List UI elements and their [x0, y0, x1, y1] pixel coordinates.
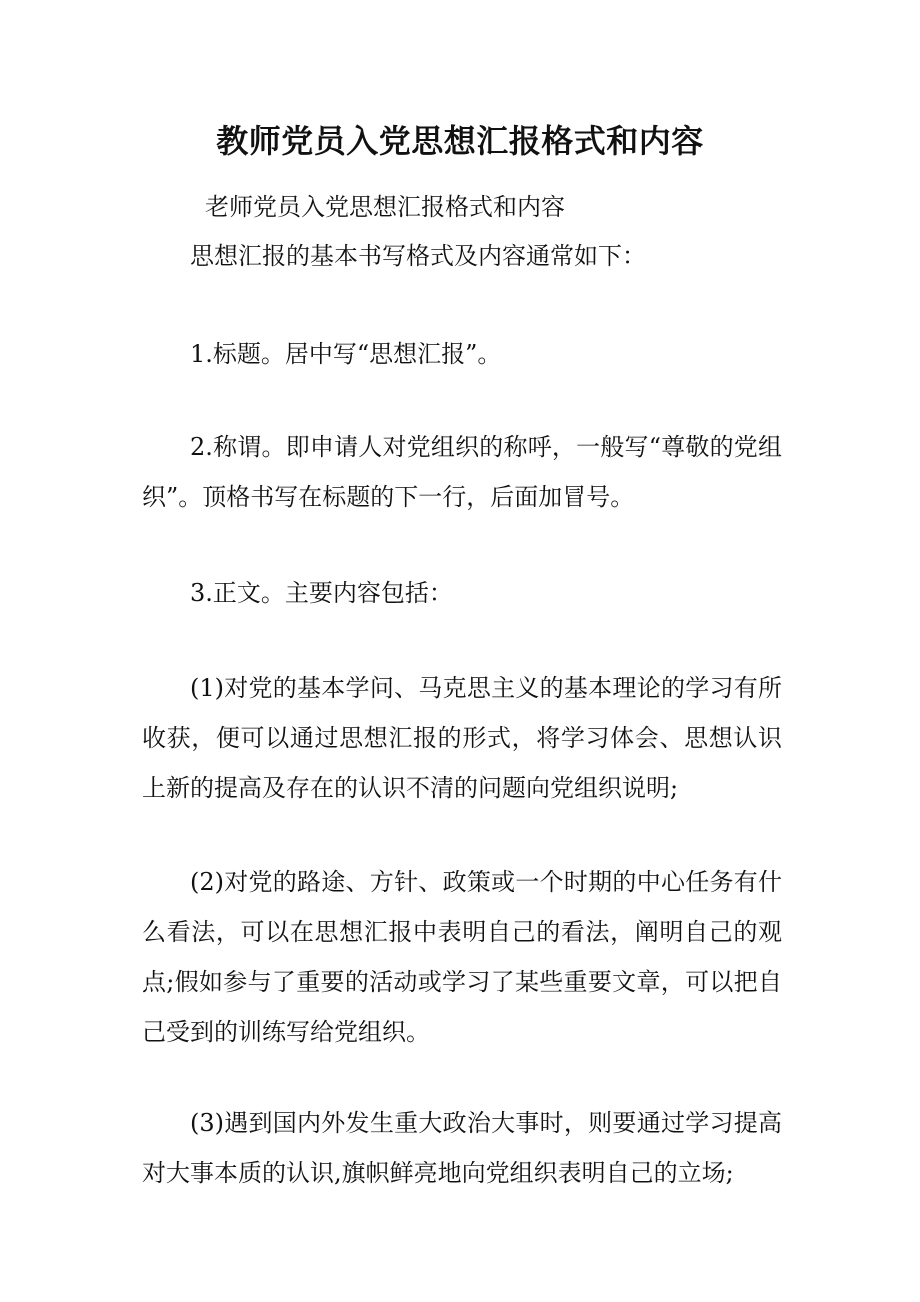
document-title: 教师党员入党思想汇报格式和内容: [216, 122, 704, 160]
paragraph-body-heading: 3.正文。主要内容包括：: [190, 579, 453, 607]
paragraph-item-3: (3)遇到国内外发生重大政治大事时，则要通过学习提高对大事本质的认识,旗帜鲜亮地向党组织表明自己的立场;: [142, 1109, 782, 1187]
paragraph-item-2: (2)对党的路途、方针、政策或一个时期的中心任务有什么看法，可以在思想汇报中表明自己的看法，阐明自己的观点;假如参与了重要的活动或学习了某些重要文章，可以把自己受到的训练写给党组织。: [142, 868, 782, 1046]
document-subtitle: 老师党员入党思想汇报格式和内容: [205, 193, 565, 221]
intro-paragraph: 思想汇报的基本书写格式及内容通常如下：: [190, 242, 646, 270]
paragraph-title-format: 1.标题。居中写“思想汇报”。: [190, 340, 502, 368]
paragraph-item-1: (1)对党的基本学问、马克思主义的基本理论的学习有所收获，便可以通过思想汇报的形式，将学习体会、思想认识上新的提高及存在的认识不清的问题向党组织说明;: [142, 674, 782, 802]
paragraph-salutation: 2.称谓。即申请人对党组织的称呼，一般写“尊敬的党组织”。顶格书写在标题的下一行，后面加冒号。: [142, 433, 782, 511]
